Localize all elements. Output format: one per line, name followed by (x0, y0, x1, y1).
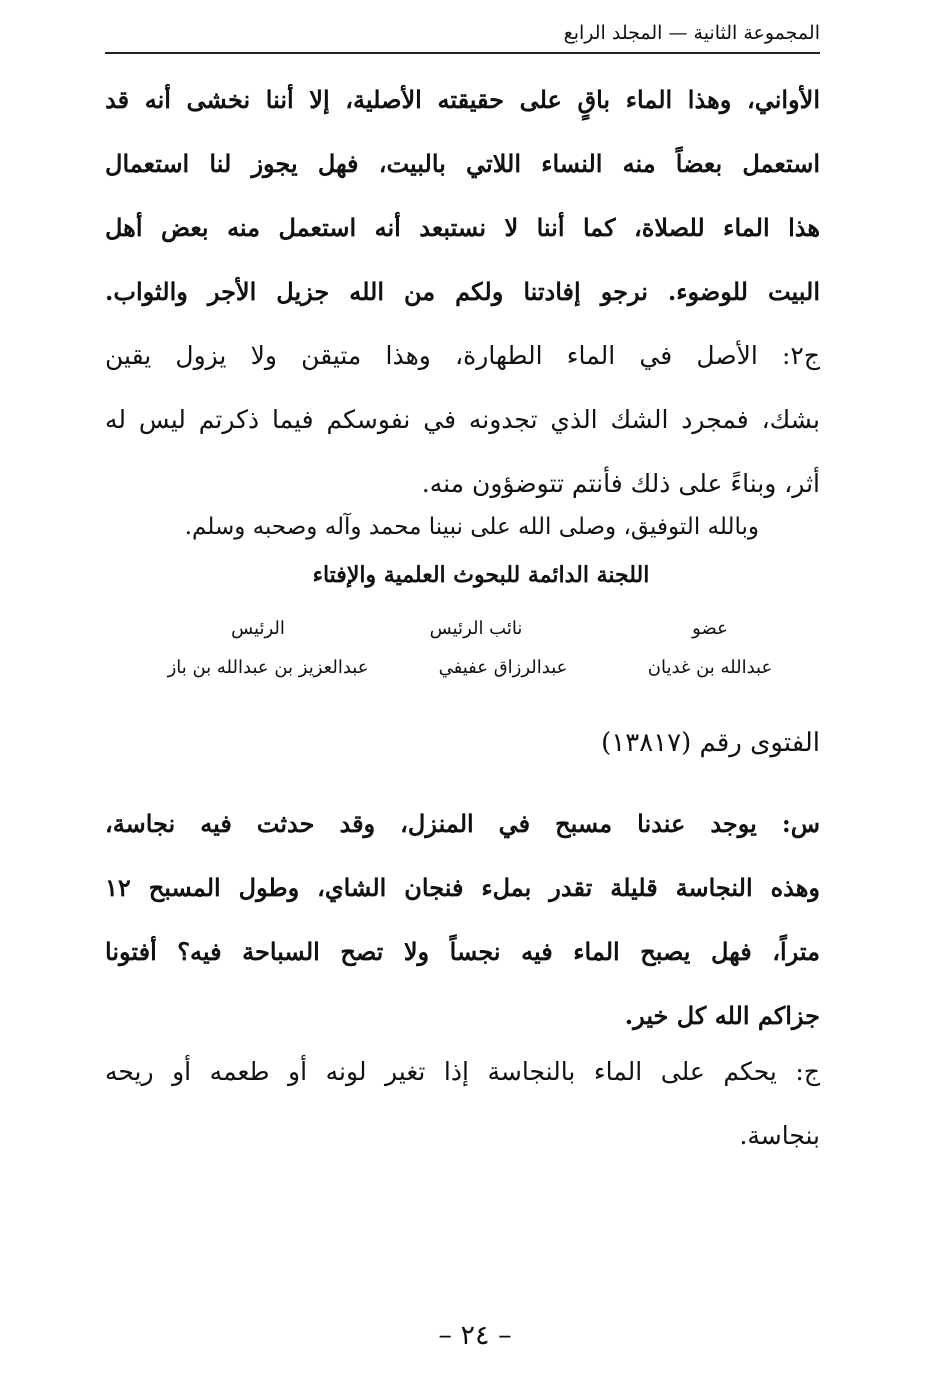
question-2-line: وهذه النجاسة قليلة تقدر بملء فنجان الشاي، وطول المسبح ١٢ (105, 873, 820, 902)
answer-1-line: بشك، فمجرد الشك الذي تجدونه في نفوسكم فيما ذكرتم ليس له (105, 405, 820, 434)
answer-1 (105, 324, 820, 516)
committee-names (0, 657, 944, 697)
question-2-line: س: يوجد عندنا مسبح في المنزل، وقد حدثت فيه نجاسة، (105, 809, 820, 838)
fatwa-number: الفتوى رقم (١٣٨١٧) (601, 728, 820, 758)
question-1-line: الأواني، وهذا الماء باقٍ على حقيقته الأصلية، إلا أننا نخشى أنه قد (105, 85, 820, 114)
answer-2 (105, 1040, 820, 1168)
name-member: عبدالله بن غديان (647, 657, 773, 678)
question-1-line: البيت للوضوء. نرجو إفادتنا ولكم من الله جزيل الأجر والثواب. (105, 277, 820, 306)
committee-roles (0, 618, 944, 658)
question-1 (105, 68, 820, 324)
role-president: الرئيس (231, 618, 285, 639)
header-rule (105, 52, 820, 54)
question-2 (105, 792, 820, 1048)
role-vice-president: نائب الرئيس (429, 618, 523, 639)
question-2-line: جزاكم الله كل خير. (624, 1001, 820, 1030)
name-president: عبدالعزيز بن عبدالله بن باز (167, 657, 369, 678)
question-1-line: هذا الماء للصلاة، كما أننا لا نستبعد أنه استعمل منه بعض أهل (105, 213, 820, 242)
name-vice-president: عبدالرزاق عفيفي (438, 657, 568, 678)
answer-2-line: ج: يحكم على الماء بالنجاسة إذا تغير لونه أو طعمه أو ريحه (105, 1057, 820, 1086)
running-header-title: المجموعة الثانية — المجلد الرابع (563, 22, 820, 44)
committee-title: اللجنة الدائمة للبحوث العلمية والإفتاء (312, 562, 650, 588)
question-2-line: متراً، فهل يصبح الماء فيه نجساً ولا تصح السباحة فيه؟ أفتونا (105, 937, 820, 966)
answer-1-line: أثر، وبناءً على ذلك فأنتم تتوضؤون منه. (421, 469, 820, 498)
answer-1-line: ج٢: الأصل في الماء الطهارة، وهذا متيقن ولا يزول يقين (105, 341, 820, 370)
page-number: – ٢٤ – (438, 1320, 512, 1351)
closing-formula: وبالله التوفيق، وصلى الله على نبينا محمد وآله وصحبه وسلم. (184, 514, 759, 540)
question-1-line: استعمل بعضاً منه النساء اللاتي بالبيت، فهل يجوز لنا استعمال (105, 149, 820, 178)
answer-2-line: بنجاسة. (739, 1121, 820, 1150)
role-member: عضو (692, 618, 728, 639)
running-header (105, 22, 820, 44)
